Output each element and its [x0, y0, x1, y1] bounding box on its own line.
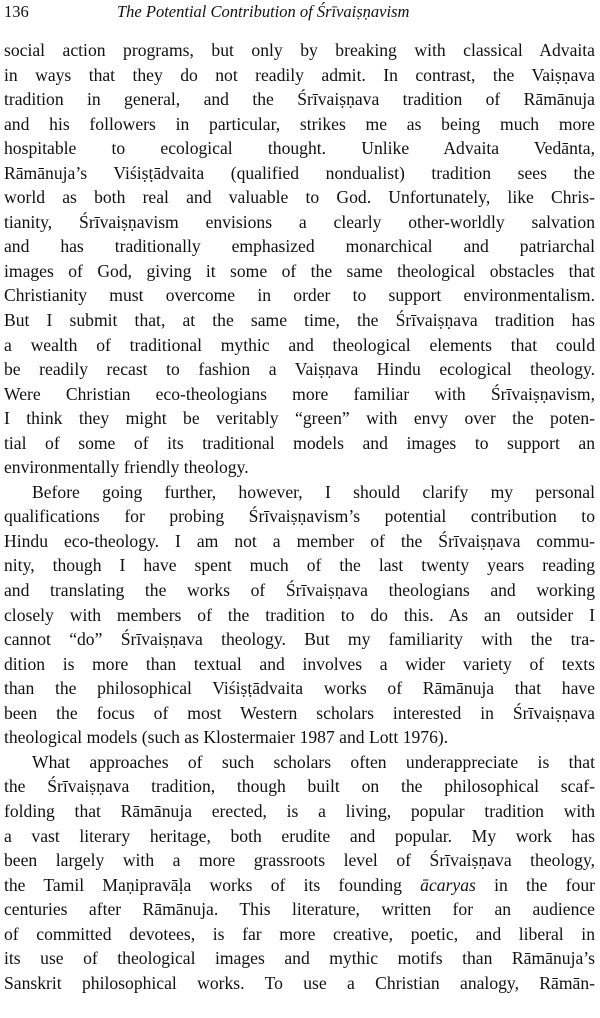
- text-line: Hindu eco-theology. I am not a member of the Śrīvaiṣṇava commu-: [4, 530, 595, 551]
- text-line: be readily recast to fashion a Vaiṣṇava Hindu ecological theology.: [4, 359, 595, 380]
- text-line: been largely with a more grassroots level of Śrīvaiṣṇava theology,: [4, 850, 595, 871]
- text-line: Were Christian eco-theologians more familiar with Śrīvaiṣṇavism,: [4, 383, 595, 404]
- running-head: [4, 1, 594, 23]
- text-line: qualifications for probing Śrīvaiṣṇavism’s potential contribution to: [4, 506, 595, 527]
- paragraph-2: [4, 480, 595, 750]
- text-line: folding that Rāmānuja erected, is a living, popular tradition with: [4, 800, 595, 821]
- paragraph-3: [4, 750, 595, 995]
- text-line: cannot “do” Śrīvaiṣṇava theology. But my familiarity with the tra-: [4, 629, 595, 650]
- text-fragment: in the four: [475, 874, 595, 895]
- text-line: environmentally friendly theology.: [4, 457, 249, 478]
- text-line: of committed devotees, is far more creative, poetic, and liberal in: [4, 923, 595, 944]
- text-line: What approaches of such scholars often underappreciate is that: [32, 751, 595, 772]
- text-line: I think they might be veritably “green” with envy over the poten-: [4, 408, 595, 429]
- text-line: Christianity must overcome in order to support environmentalism.: [4, 285, 595, 306]
- text-line: centuries after Rāmānuja. This literature, written for an audience: [4, 899, 595, 920]
- text-line: images of God, giving it some of the same theological obstacles that: [4, 260, 595, 281]
- text-line: closely with members of the tradition to do this. As an outsider I: [4, 604, 595, 625]
- running-title: The Potential Contribution of Śrīvaiṣṇavism: [117, 2, 410, 21]
- page-number: 136: [4, 2, 29, 21]
- text-line: and has traditionally emphasized monarchical and patriarchal: [4, 236, 595, 257]
- text-line: been the focus of most Western scholars interested in Śrīvaiṣṇava: [4, 702, 595, 723]
- text-line: social action programs, but only by breaking with classical Advaita: [4, 40, 595, 60]
- text-line: and translating the works of Śrīvaiṣṇava theologians and working: [4, 580, 595, 601]
- text-line: Before going further, however, I should clarify my personal: [32, 481, 595, 502]
- text-line: the Śrīvaiṣṇava tradition, though built on the philosophical scaf-: [4, 776, 595, 797]
- text-line: tradition in general, and the Śrīvaiṣṇava tradition of Rāmānuja: [4, 89, 595, 110]
- text-line: than the philosophical Viśiṣṭādvaita works of Rāmānuja that have: [4, 678, 595, 699]
- text-line: and his followers in particular, strikes me as being much more: [4, 113, 595, 134]
- body-text: [4, 38, 595, 995]
- text-line: theological models (such as Klostermaier 1987 and Lott 1976).: [4, 727, 449, 748]
- text-line: a vast literary heritage, both erudite and popular. My work has: [4, 825, 595, 846]
- paragraph-1: [4, 38, 595, 480]
- text-line: world as both real and valuable to God. Unfortunately, like Chris-: [4, 187, 595, 208]
- text-line: But I submit that, at the same time, the Śrīvaiṣṇava tradition has: [4, 310, 595, 331]
- text-line: nity, though I have spent much of the last twenty years reading: [4, 555, 595, 576]
- text-line: its use of theological images and mythic motifs than Rāmānuja’s: [4, 948, 595, 969]
- text-line: in ways that they do not readily admit. In contrast, the Vaiṣṇava: [4, 64, 595, 85]
- text-line: Rāmānuja’s Viśiṣṭādvaita (qualified nondualist) tradition sees the: [4, 162, 595, 183]
- italic-term: ācaryas: [420, 874, 476, 895]
- text-fragment: the Tamil Maṇipravāḷa works of its founding: [4, 874, 421, 895]
- text-line: tial of some of its traditional models and images to support an: [4, 432, 595, 453]
- text-line: hospitable to ecological thought. Unlike Advaita Vedānta,: [4, 138, 595, 159]
- text-line-with-italic: [4, 873, 595, 898]
- text-line: dition is more than textual and involves a wider variety of texts: [4, 653, 595, 674]
- text-line: Sanskrit philosophical works. To use a Christian analogy, Rāmān-: [4, 972, 595, 993]
- text-line: tianity, Śrīvaiṣṇavism envisions a clearly other-worldly salvation: [4, 211, 595, 232]
- text-line: a wealth of traditional mythic and theological elements that could: [4, 334, 595, 355]
